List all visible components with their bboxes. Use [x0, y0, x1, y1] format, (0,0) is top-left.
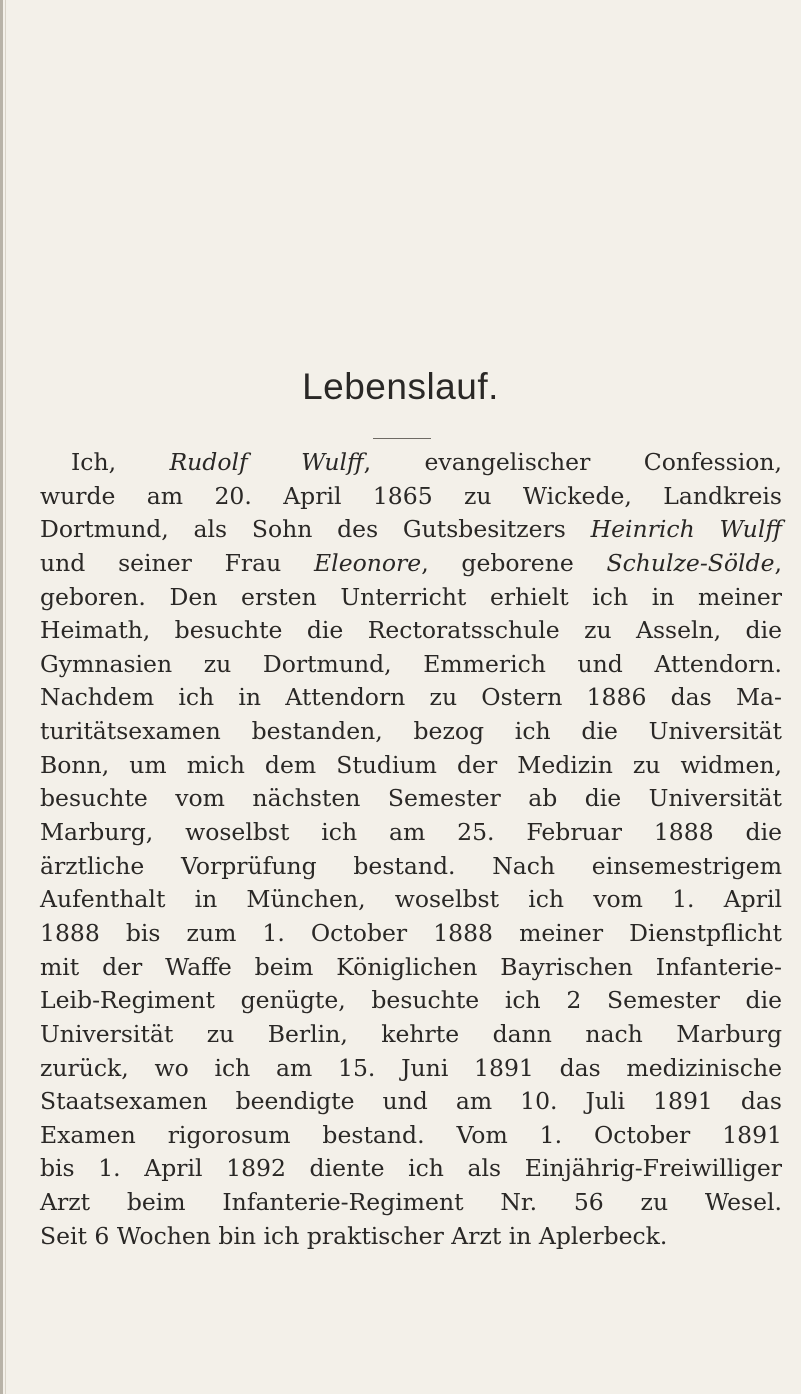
text-line: [40, 917, 782, 951]
text-line: [40, 782, 782, 816]
title-rule: [373, 438, 431, 439]
text-line: [40, 850, 782, 884]
text-run: und seiner Frau: [40, 548, 315, 577]
text-run: turitätsexamen bestanden, bezog ich die Universität: [40, 717, 782, 746]
text-line: [40, 1119, 782, 1153]
italic-name: Heinrich Wulff: [590, 515, 782, 544]
italic-name: Rudolf Wulff: [169, 448, 364, 476]
text-line: [40, 446, 782, 480]
text-run: Leib-Regiment genügte, besuchte ich 2 Semester die: [40, 986, 782, 1015]
text-line: [40, 816, 782, 850]
text-line: [40, 1220, 782, 1254]
text-line: [40, 513, 782, 547]
text-run: Dortmund, als Sohn des Gutsbesitzers: [40, 515, 591, 544]
text-run: mit der Waffe beim Königlichen Bayrischen Infanterie-: [40, 952, 782, 981]
text-line: [40, 1152, 782, 1186]
page-title: Lebenslauf.: [302, 366, 499, 407]
text-run: Marburg, woselbst ich am 25. Februar 1888 die: [40, 818, 782, 847]
text-run: bis 1. April 1892 diente ich als Einjährig-Freiwilliger: [40, 1154, 782, 1183]
biography-text: [40, 446, 782, 1253]
text-run: ,: [774, 548, 782, 577]
text-run: Universität zu Berlin, kehrte dann nach Marburg: [40, 1019, 782, 1048]
text-line: [40, 951, 782, 985]
text-line: [40, 1085, 782, 1119]
text-run: Ich,: [71, 448, 170, 476]
text-run: zurück, wo ich am 15. Juni 1891 das medizinische: [40, 1053, 782, 1082]
gutter-line: [5, 0, 6, 1394]
page-edge: [0, 0, 3, 1394]
text-run: , geborene: [421, 548, 607, 577]
italic-name: Schulze-Sölde: [606, 548, 775, 577]
text-line: [40, 715, 782, 749]
text-run: wurde am 20. April 1865 zu Wickede, Landkreis: [40, 481, 782, 510]
text-line: [40, 749, 782, 783]
text-run: Staatsexamen beendigte und am 10. Juli 1891 das: [40, 1087, 782, 1116]
text-run: Heimath, besuchte die Rectoratsschule zu Asseln, die: [40, 616, 782, 645]
text-run: geboren. Den ersten Unterricht erhielt ich in meiner: [40, 582, 782, 611]
text-run: Examen rigorosum bestand. Vom 1. October 1891: [40, 1120, 782, 1149]
text-run: Nachdem ich in Attendorn zu Ostern 1886 das Ma-: [40, 683, 782, 712]
text-line: [40, 614, 782, 648]
text-line: [40, 984, 782, 1018]
text-run: Bonn, um mich dem Studium der Medizin zu widmen,: [40, 750, 782, 779]
text-line: [40, 883, 782, 917]
text-line: [40, 1018, 782, 1052]
text-line: [40, 581, 782, 615]
italic-name: Eleonore: [314, 548, 422, 577]
text-line: [40, 547, 782, 581]
text-run: Aufenthalt in München, woselbst ich vom 1. April: [40, 885, 782, 914]
text-run: Arzt beim Infanterie-Regiment Nr. 56 zu Wesel.: [40, 1188, 782, 1217]
text-run: , evangelischer Confession,: [363, 448, 782, 476]
text-line: [40, 681, 782, 715]
text-run: Seit 6 Wochen bin ich praktischer Arzt in Aplerbeck.: [40, 1221, 668, 1250]
text-line: [40, 1186, 782, 1220]
text-line: [40, 648, 782, 682]
text-run: besuchte vom nächsten Semester ab die Universität: [40, 784, 782, 813]
text-run: Gymnasien zu Dortmund, Emmerich und Attendorn.: [40, 649, 782, 678]
text-run: ärztliche Vorprüfung bestand. Nach einsemestrigem: [40, 851, 782, 880]
text-line: [40, 1052, 782, 1086]
text-line: [40, 480, 782, 514]
text-run: 1888 bis zum 1. October 1888 meiner Dienstpflicht: [40, 918, 782, 947]
